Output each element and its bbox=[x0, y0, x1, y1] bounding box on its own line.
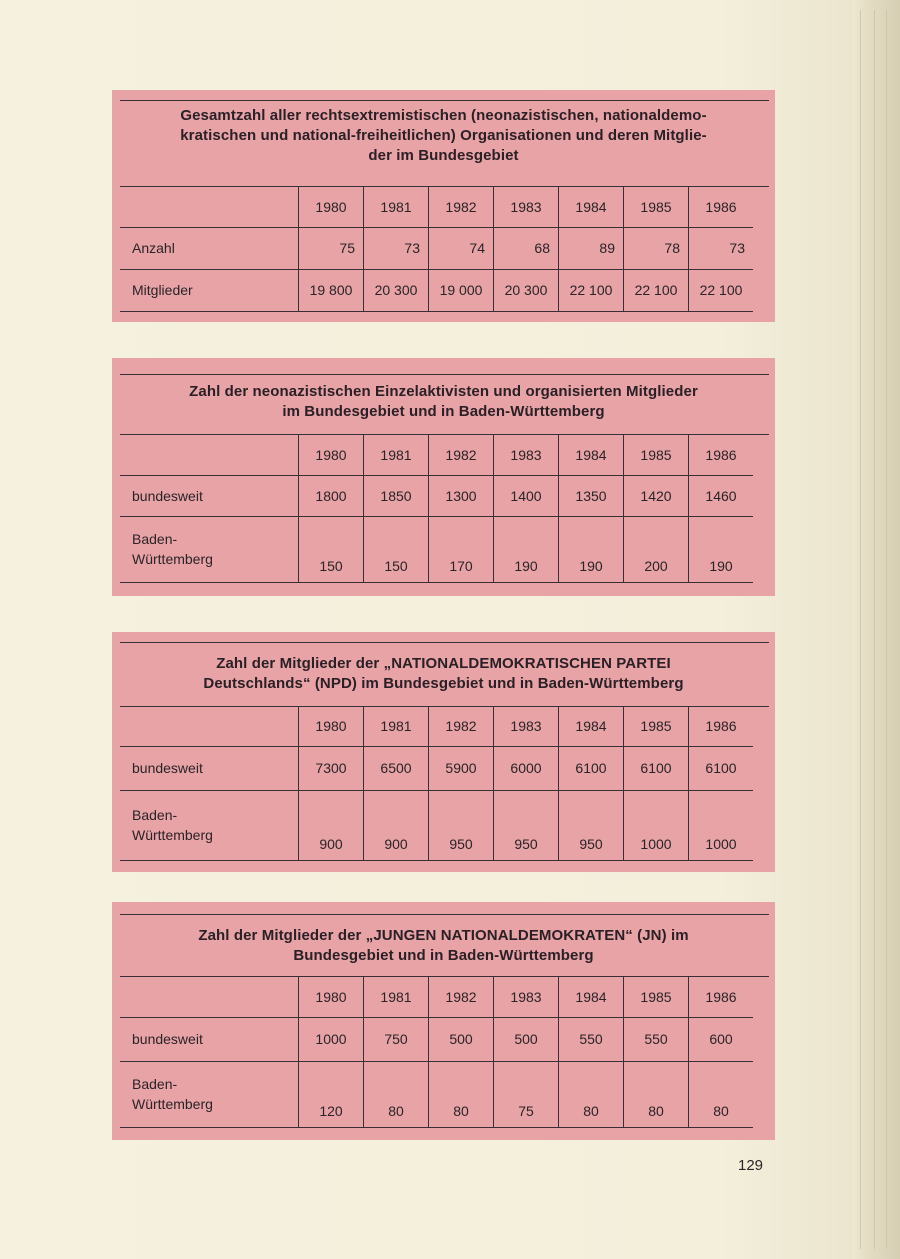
value-cell: 190 bbox=[494, 516, 559, 582]
row-label: Mitglieder bbox=[120, 269, 299, 311]
year-header-row bbox=[120, 977, 753, 1017]
year-cell: 1986 bbox=[689, 187, 754, 227]
year-cell: 1986 bbox=[689, 977, 754, 1017]
value-cell: 150 bbox=[364, 516, 429, 582]
row-label-line: Württemberg bbox=[132, 827, 213, 843]
spine-line bbox=[874, 10, 875, 1249]
year-cell: 1985 bbox=[624, 707, 689, 746]
year-cell: 1981 bbox=[364, 977, 429, 1017]
value-cell: 75 bbox=[299, 227, 364, 269]
value-cell: 600 bbox=[689, 1017, 754, 1061]
table-row bbox=[120, 1017, 753, 1061]
page-number: 129 bbox=[738, 1157, 764, 1174]
row-label: Anzahl bbox=[120, 227, 299, 269]
value-cell: 80 bbox=[364, 1061, 429, 1127]
value-cell: 900 bbox=[299, 790, 364, 860]
row-label-line: Württemberg bbox=[132, 551, 213, 567]
year-cell: 1980 bbox=[299, 435, 364, 475]
corner-cell bbox=[120, 435, 299, 475]
table-row bbox=[120, 475, 753, 516]
value-cell: 6500 bbox=[364, 746, 429, 790]
corner-cell bbox=[120, 187, 299, 227]
year-cell: 1984 bbox=[559, 977, 624, 1017]
year-cell: 1986 bbox=[689, 435, 754, 475]
year-header-row bbox=[120, 707, 753, 746]
year-cell: 1982 bbox=[429, 707, 494, 746]
year-cell: 1980 bbox=[299, 977, 364, 1017]
table-title bbox=[112, 106, 775, 166]
year-cell: 1980 bbox=[299, 187, 364, 227]
year-cell: 1985 bbox=[624, 187, 689, 227]
value-cell: 170 bbox=[429, 516, 494, 582]
value-cell: 19 000 bbox=[429, 269, 494, 311]
value-cell: 19 800 bbox=[299, 269, 364, 311]
value-cell: 1800 bbox=[299, 475, 364, 516]
year-cell: 1982 bbox=[429, 977, 494, 1017]
value-cell: 550 bbox=[559, 1017, 624, 1061]
year-cell: 1985 bbox=[624, 435, 689, 475]
value-cell: 7300 bbox=[299, 746, 364, 790]
top-rule bbox=[120, 100, 769, 101]
value-cell: 68 bbox=[494, 227, 559, 269]
table-row bbox=[120, 1061, 753, 1127]
year-cell: 1981 bbox=[364, 435, 429, 475]
value-cell: 73 bbox=[364, 227, 429, 269]
year-header-row bbox=[120, 187, 753, 227]
row-label bbox=[120, 790, 299, 860]
value-cell: 6100 bbox=[624, 746, 689, 790]
value-cell: 73 bbox=[689, 227, 754, 269]
row-label: bundesweit bbox=[120, 1017, 299, 1061]
table-title bbox=[112, 382, 775, 422]
title-line: Deutschlands“ (NPD) im Bundesgebiet und in Baden-Württemberg bbox=[203, 675, 684, 692]
value-cell: 5900 bbox=[429, 746, 494, 790]
year-header-row bbox=[120, 435, 753, 475]
corner-cell bbox=[120, 707, 299, 746]
value-cell: 80 bbox=[429, 1061, 494, 1127]
year-cell: 1982 bbox=[429, 435, 494, 475]
value-cell: 900 bbox=[364, 790, 429, 860]
value-cell: 1850 bbox=[364, 475, 429, 516]
row-label bbox=[120, 1061, 299, 1127]
row-label-line: Württemberg bbox=[132, 1096, 213, 1112]
value-cell: 1350 bbox=[559, 475, 624, 516]
table-block-jn bbox=[112, 902, 775, 1140]
table-title bbox=[112, 654, 775, 694]
row-label-line: Baden- bbox=[132, 807, 178, 823]
value-cell: 6100 bbox=[689, 746, 754, 790]
book-spine-edge bbox=[852, 0, 900, 1259]
year-cell: 1985 bbox=[624, 977, 689, 1017]
value-cell: 1420 bbox=[624, 475, 689, 516]
title-line: der im Bundesgebiet bbox=[368, 147, 519, 164]
value-cell: 190 bbox=[559, 516, 624, 582]
year-cell: 1982 bbox=[429, 187, 494, 227]
value-cell: 950 bbox=[559, 790, 624, 860]
value-cell: 200 bbox=[624, 516, 689, 582]
value-cell: 500 bbox=[494, 1017, 559, 1061]
row-label bbox=[120, 516, 299, 582]
value-cell: 950 bbox=[429, 790, 494, 860]
year-cell: 1983 bbox=[494, 707, 559, 746]
row-label: bundesweit bbox=[120, 475, 299, 516]
value-cell: 20 300 bbox=[364, 269, 429, 311]
year-cell: 1986 bbox=[689, 707, 754, 746]
value-cell: 190 bbox=[689, 516, 754, 582]
data-table bbox=[120, 187, 753, 312]
value-cell: 22 100 bbox=[624, 269, 689, 311]
year-cell: 1983 bbox=[494, 977, 559, 1017]
value-cell: 120 bbox=[299, 1061, 364, 1127]
value-cell: 6100 bbox=[559, 746, 624, 790]
title-line: Zahl der neonazistischen Einzelaktivisten und organisierten Mitglieder bbox=[189, 383, 698, 400]
table-title bbox=[112, 926, 775, 966]
year-cell: 1981 bbox=[364, 187, 429, 227]
corner-cell bbox=[120, 977, 299, 1017]
year-cell: 1984 bbox=[559, 707, 624, 746]
value-cell: 1000 bbox=[689, 790, 754, 860]
data-table bbox=[120, 435, 753, 583]
row-label-line: Baden- bbox=[132, 531, 178, 547]
value-cell: 80 bbox=[624, 1061, 689, 1127]
table-block-gesamtzahl bbox=[112, 90, 775, 322]
value-cell: 1000 bbox=[299, 1017, 364, 1061]
table-block-npd bbox=[112, 632, 775, 872]
table-row bbox=[120, 790, 753, 860]
value-cell: 22 100 bbox=[559, 269, 624, 311]
value-cell: 500 bbox=[429, 1017, 494, 1061]
title-line: im Bundesgebiet und in Baden-Württemberg bbox=[282, 403, 605, 420]
year-cell: 1981 bbox=[364, 707, 429, 746]
value-cell: 1300 bbox=[429, 475, 494, 516]
row-label: bundesweit bbox=[120, 746, 299, 790]
value-cell: 22 100 bbox=[689, 269, 754, 311]
top-rule bbox=[120, 914, 769, 915]
year-cell: 1983 bbox=[494, 187, 559, 227]
table-row bbox=[120, 516, 753, 582]
value-cell: 78 bbox=[624, 227, 689, 269]
data-table bbox=[120, 707, 753, 861]
spine-line bbox=[886, 10, 887, 1249]
table-block-neonazis bbox=[112, 358, 775, 596]
value-cell: 80 bbox=[559, 1061, 624, 1127]
table-row bbox=[120, 269, 753, 311]
spine-line bbox=[860, 10, 861, 1249]
title-line: kratischen und national-freiheitlichen) Organisationen und deren Mitglie- bbox=[180, 127, 707, 144]
value-cell: 750 bbox=[364, 1017, 429, 1061]
title-line: Gesamtzahl aller rechtsextremistischen (neonazistischen, nationaldemo- bbox=[180, 107, 707, 124]
value-cell: 75 bbox=[494, 1061, 559, 1127]
year-cell: 1983 bbox=[494, 435, 559, 475]
data-table bbox=[120, 977, 753, 1128]
top-rule bbox=[120, 374, 769, 375]
title-line: Bundesgebiet und in Baden-Württemberg bbox=[293, 947, 594, 964]
top-rule bbox=[120, 642, 769, 643]
title-line: Zahl der Mitglieder der „NATIONALDEMOKRATISCHEN PARTEI bbox=[216, 655, 671, 672]
year-cell: 1984 bbox=[559, 187, 624, 227]
value-cell: 1460 bbox=[689, 475, 754, 516]
value-cell: 80 bbox=[689, 1061, 754, 1127]
value-cell: 550 bbox=[624, 1017, 689, 1061]
value-cell: 89 bbox=[559, 227, 624, 269]
year-cell: 1980 bbox=[299, 707, 364, 746]
row-label-line: Baden- bbox=[132, 1076, 178, 1092]
title-line: Zahl der Mitglieder der „JUNGEN NATIONALDEMOKRATEN“ (JN) im bbox=[198, 927, 689, 944]
value-cell: 20 300 bbox=[494, 269, 559, 311]
year-cell: 1984 bbox=[559, 435, 624, 475]
value-cell: 1000 bbox=[624, 790, 689, 860]
value-cell: 950 bbox=[494, 790, 559, 860]
value-cell: 1400 bbox=[494, 475, 559, 516]
value-cell: 74 bbox=[429, 227, 494, 269]
value-cell: 150 bbox=[299, 516, 364, 582]
value-cell: 6000 bbox=[494, 746, 559, 790]
table-row bbox=[120, 227, 753, 269]
table-row bbox=[120, 746, 753, 790]
